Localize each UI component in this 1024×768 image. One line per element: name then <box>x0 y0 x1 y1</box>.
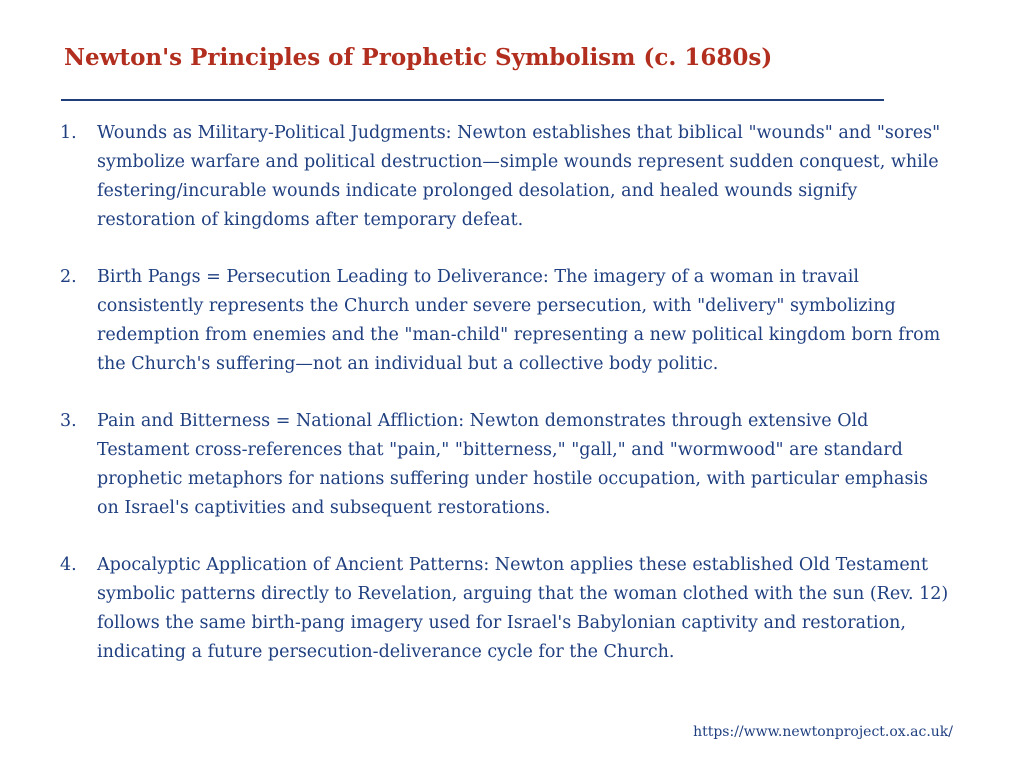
list-item <box>60 551 955 667</box>
list-item-number: 1. <box>60 123 77 143</box>
list-item-number: 3. <box>60 411 77 431</box>
title-divider <box>61 99 884 101</box>
list-item-number: 4. <box>60 555 77 575</box>
list-item-text: Apocalyptic Application of Ancient Patterns: Newton applies these established Old Testament symbolic patterns directly to Revelation, arguing that the woman clothed with the sun (Rev. 12) follows the same birth-pang imagery used for Israel's Babylonian captivity and restoration, indicating a future persecution-deliverance cycle for the Church. <box>97 555 949 662</box>
principles-list <box>60 119 955 695</box>
list-item <box>60 119 955 235</box>
page-title: Newton's Principles of Prophetic Symbolism (c. 1680s) <box>64 44 773 71</box>
list-item-text: Pain and Bitterness = National Affliction: Newton demonstrates through extensive Old Testament cross-references that "pain," "bitterness," "gall," and "wormwood" are standard prophetic metaphors for nations suffering under hostile occupation, with particular emphasis on Israel's captivities and subsequent restorations. <box>97 411 929 518</box>
list-item-text: Wounds as Military-Political Judgments: Newton establishes that biblical "wounds" and "sores" symbolize warfare and political destruction—simple wounds represent sudden conquest, while festering/incurable wounds indicate prolonged desolation, and healed wounds signify restoration of kingdoms after temporary defeat. <box>97 123 941 230</box>
list-item-number: 2. <box>60 267 77 287</box>
list-item-text: Birth Pangs = Persecution Leading to Deliverance: The imagery of a woman in travail consistently represents the Church under severe persecution, with "delivery" symbolizing redemption from enemies and the "man-child" representing a new political kingdom born from the Church's suffering—not an individual but a collective body politic. <box>97 267 941 374</box>
list-item <box>60 263 955 379</box>
list-item <box>60 407 955 523</box>
source-link[interactable]: https://www.newtonproject.ox.ac.uk/ <box>693 724 953 740</box>
